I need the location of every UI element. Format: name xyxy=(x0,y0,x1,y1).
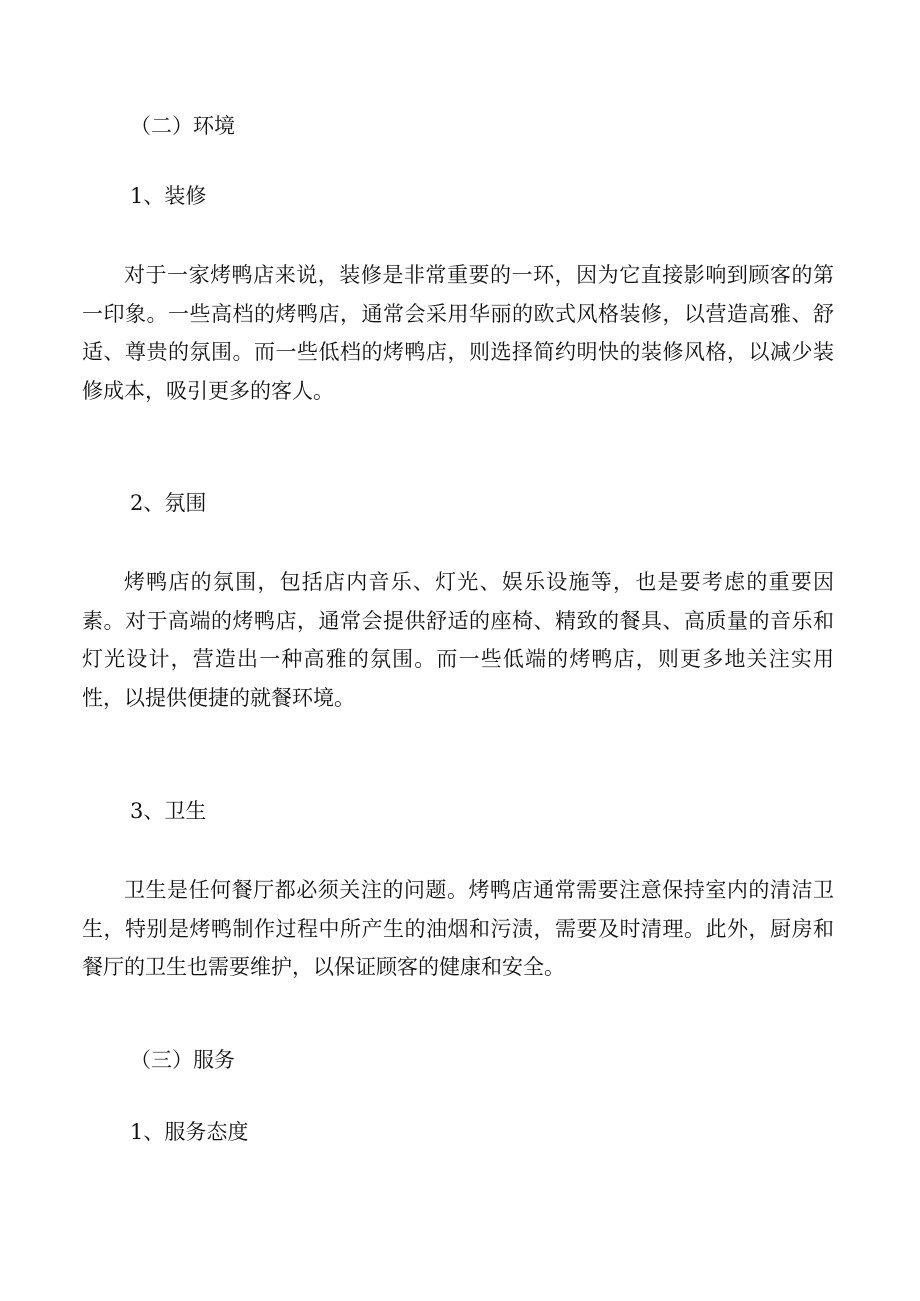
paragraph-atmosphere: 烤鸭店的氛围，包括店内音乐、灯光、娱乐设施等，也是要考虑的重要因素。对于高端的烤鸭店，通常会提供舒适的座椅、精致的餐具、高质量的音乐和灯光设计，营造出一种高雅的氛围。而一些低端的烤鸭店，则更多地关注实用性，以提供便捷的就餐环境。 xyxy=(82,570,834,710)
section-heading-environment: （二）环境 xyxy=(130,114,235,138)
paragraph-decoration: 对于一家烤鸭店来说，装修是非常重要的一环，因为它直接影响到顾客的第一印象。一些高档的烤鸭店，通常会采用华丽的欧式风格装修，以营造高雅、舒适、尊贵的氛围。而一些低档的烤鸭店，则选择简约明快的装修风格，以减少装修成本，吸引更多的客人。 xyxy=(82,263,834,403)
subheading-hygiene: 3、卫生 xyxy=(130,799,207,823)
subheading-service-attitude: 1、服务态度 xyxy=(130,1120,249,1144)
subheading-atmosphere: 2、氛围 xyxy=(130,491,207,515)
section-heading-service: （三）服务 xyxy=(130,1048,235,1072)
paragraph-hygiene: 卫生是任何餐厅都必须关注的问题。烤鸭店通常需要注意保持室内的清洁卫生，特别是烤鸭制作过程中所产生的油烟和污渍，需要及时清理。此外，厨房和餐厅的卫生也需要维护，以保证顾客的健康和安全。 xyxy=(82,878,834,980)
subheading-decoration: 1、装修 xyxy=(130,184,207,208)
